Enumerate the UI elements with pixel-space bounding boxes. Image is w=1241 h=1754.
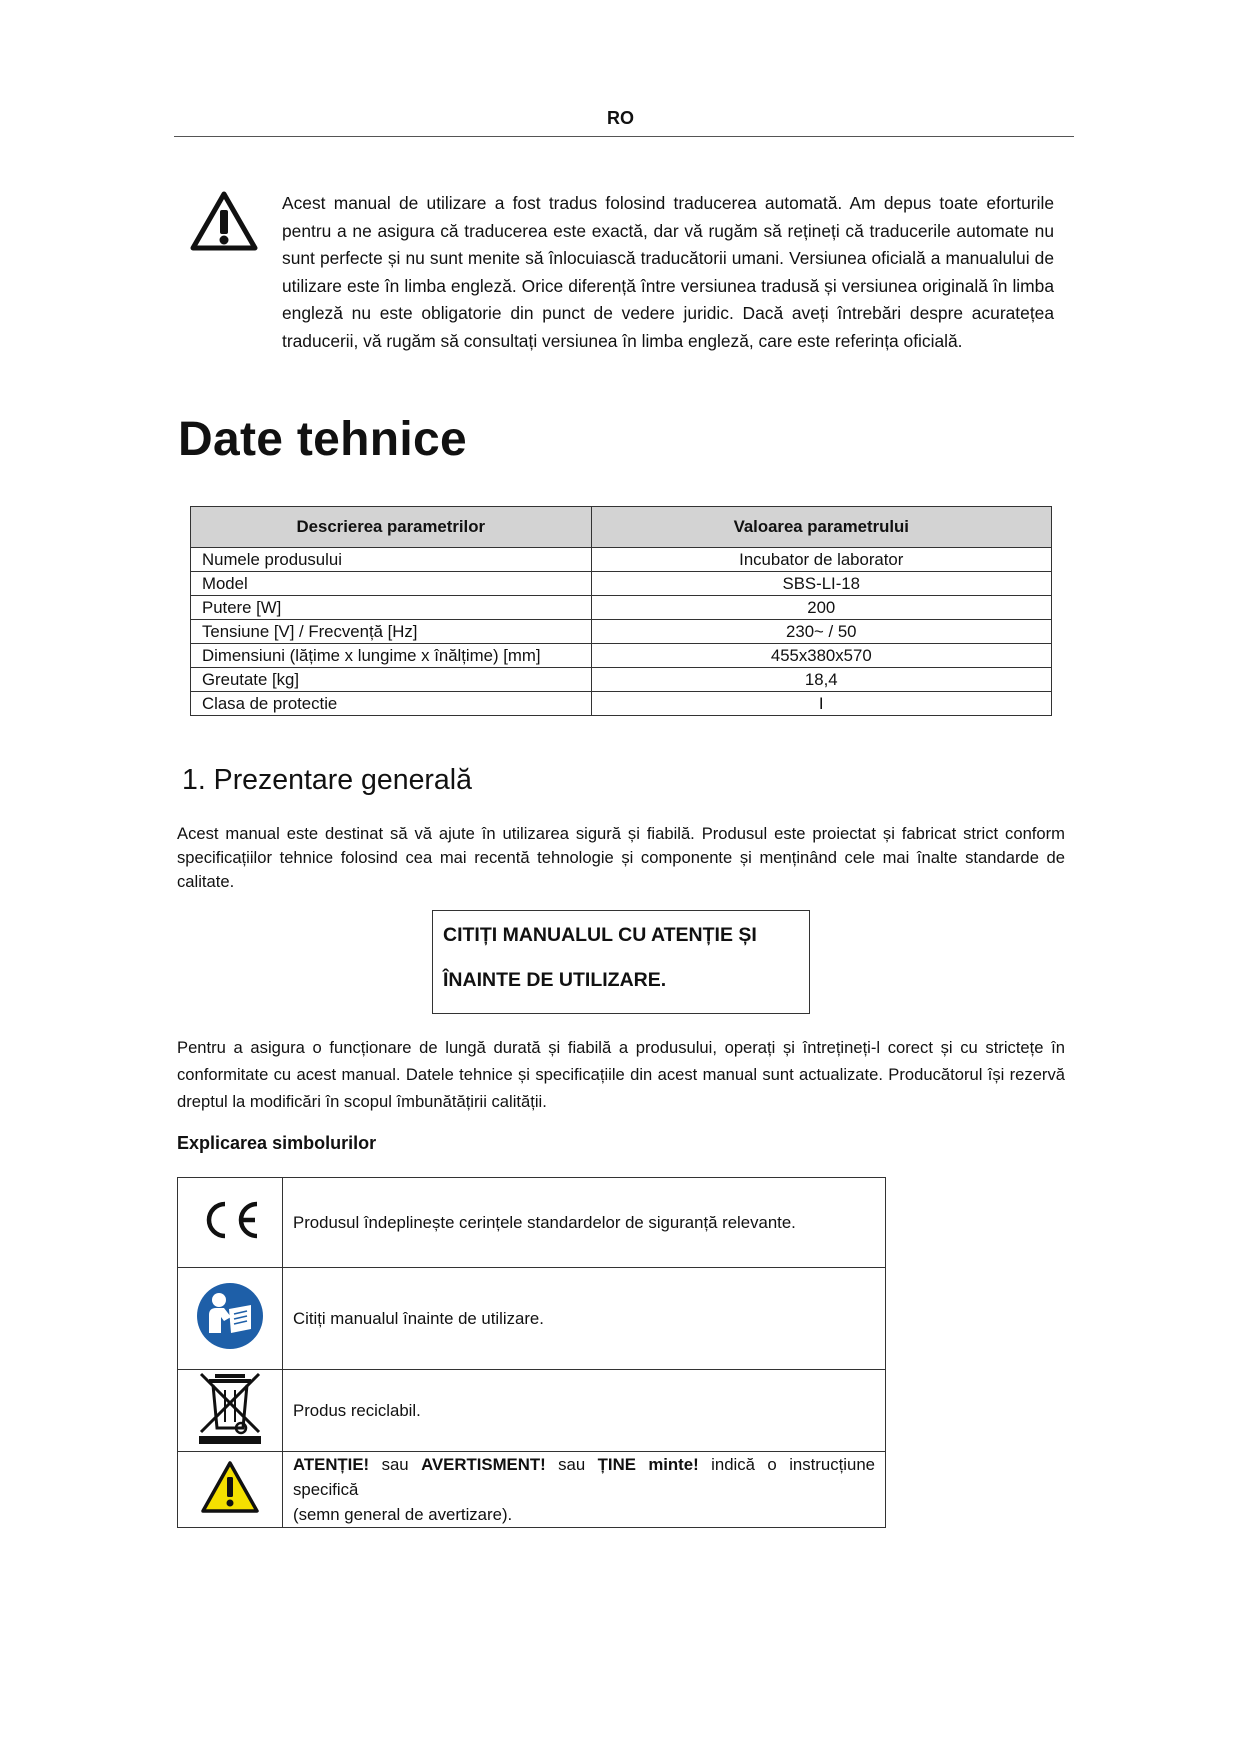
symbol-description: Produs reciclabil.: [283, 1370, 886, 1452]
param-name: Model: [191, 572, 592, 596]
param-value: Incubator de laborator: [591, 548, 1051, 572]
param-value: 455x380x570: [591, 644, 1051, 668]
read-manual-notice: [432, 910, 810, 1014]
symbol-description: ATENȚIE! sau AVERTISMENT! sau ȚINE minte! indică o instrucțiune specifică (semn general de avertizare).: [283, 1452, 886, 1528]
table-row: [178, 1178, 886, 1268]
column-header: Valoarea parametrului: [591, 507, 1051, 548]
recycle-bin-crossed-icon: [195, 1370, 265, 1446]
notice-line: ÎNAINTE DE UTILIZARE.: [443, 969, 667, 991]
notice-line: CITIȚI MANUALUL CU ATENȚIE ȘI: [443, 924, 757, 946]
param-name: Numele produsului: [191, 548, 592, 572]
remember-label: ȚINE minte!: [597, 1455, 699, 1474]
table-row: [191, 572, 1052, 596]
table-row: [191, 692, 1052, 716]
table-row: [191, 668, 1052, 692]
table-row: [191, 596, 1052, 620]
symbol-description: Citiți manualul înainte de utilizare.: [283, 1268, 886, 1370]
table-row: [191, 548, 1052, 572]
param-name: Clasa de protectie: [191, 692, 592, 716]
attention-label: ATENȚIE!: [293, 1455, 370, 1474]
read-manual-icon: [195, 1281, 265, 1351]
param-name: Putere [W]: [191, 596, 592, 620]
symbols-heading: Explicarea simbolurilor: [177, 1133, 377, 1153]
param-value: SBS-LI-18: [591, 572, 1051, 596]
param-value: I: [591, 692, 1051, 716]
page-title: Date tehnice: [178, 413, 468, 466]
general-warning-note: (semn general de avertizare).: [293, 1505, 513, 1524]
warning-yellow-icon: [200, 1460, 260, 1514]
section-heading: 1. Prezentare generală: [182, 764, 472, 796]
param-value: 230~ / 50: [591, 620, 1051, 644]
column-header: Descrierea parametrilor: [191, 507, 592, 548]
table-row: [191, 620, 1052, 644]
header-divider: [174, 136, 1074, 137]
technical-data-table: [190, 506, 1052, 716]
param-value: 200: [591, 596, 1051, 620]
table-header-row: [191, 507, 1052, 548]
param-name: Tensiune [V] / Frecvență [Hz]: [191, 620, 592, 644]
warning-triangle-icon: [190, 190, 258, 252]
ce-mark-icon: [199, 1196, 261, 1244]
table-row: [178, 1268, 886, 1370]
param-value: 18,4: [591, 668, 1051, 692]
symbols-table: [177, 1177, 886, 1528]
symbol-description: Produsul îndeplinește cerințele standardelor de siguranță relevante.: [283, 1178, 886, 1268]
param-name: Dimensiuni (lățime x lungime x înălțime) [mm]: [191, 644, 592, 668]
translation-disclaimer: Acest manual de utilizare a fost tradus folosind traducerea automată. Am depus toate eforturile pentru a ne asigura că traducerea este exactă, dar vă rugăm să rețineți că traducerile automate nu sunt perfecte și nu sunt menite să înlocuiască traducătorii umani. Versiunea oficială a manualului de utilizare este în limba engleză. Orice diferență între versiunea tradusă și versiunea originală în limba engleză nu este obligatorie din punct de vedere juridic. Dacă aveți întrebări despre acuratețea traducerii, vă rugăm să consultați versiunea în limba engleză, care este referința oficială.: [282, 193, 1054, 351]
maintenance-paragraph: Pentru a asigura o funcționare de lungă durată și fiabilă a produsului, operați și întrețineți-l corect și cu strictețe în conformitate cu acest manual. Datele tehnice și specificațiile din acest manual sunt actualizate. Producătorul își rezervă dreptul la modificări în scopul îmbunătățirii calității.: [177, 1038, 1065, 1111]
table-row: [191, 644, 1052, 668]
param-name: Greutate [kg]: [191, 668, 592, 692]
language-code: RO: [607, 108, 634, 128]
intro-paragraph: Acest manual este destinat să vă ajute în utilizarea sigură și fiabilă. Produsul este proiectat și fabricat strict conform specificațiilor tehnice folosind cea mai recentă tehnologie și componente și menținând cele mai înalte standarde de calitate.: [177, 824, 1065, 891]
warning-label: AVERTISMENT!: [421, 1455, 546, 1474]
table-row: [178, 1370, 886, 1452]
table-row: [178, 1452, 886, 1528]
